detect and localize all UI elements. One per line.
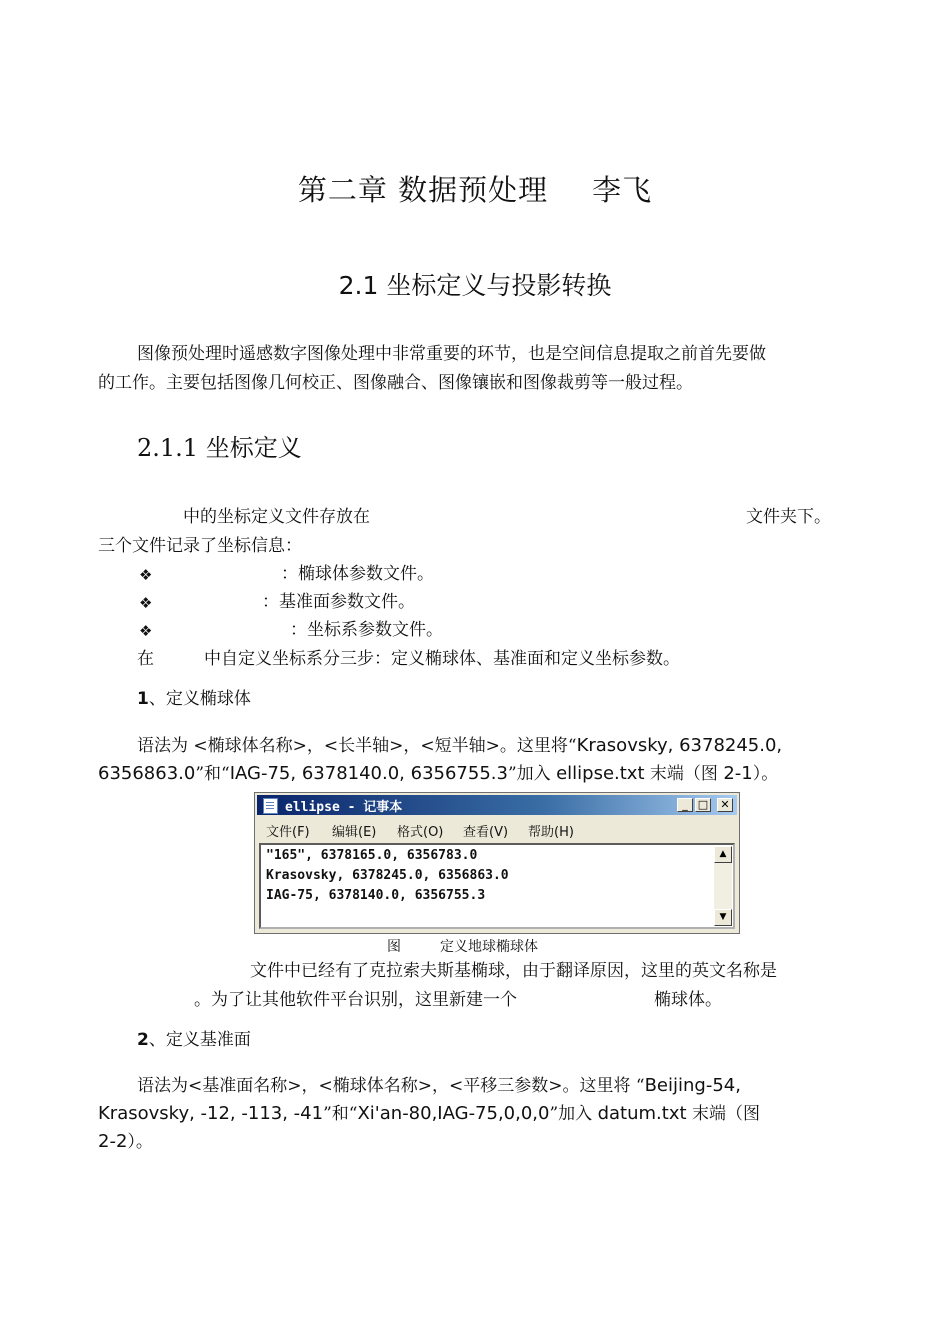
coord-line-1b: 文件夹下。 <box>746 507 831 527</box>
menu-file[interactable]: 文件(F) <box>266 825 310 840</box>
menu-format[interactable]: 格式(O) <box>397 825 444 840</box>
step1-title: 、定义椭球体 <box>148 689 251 709</box>
notepad-icon <box>263 798 278 814</box>
step2-line-2b: ”和“ <box>323 1104 358 1124</box>
step2-line-1b: Beijing-54, <box>644 1075 741 1096</box>
step1-syntax-2a: 6356863.0 <box>98 763 196 784</box>
notepad-title-bar[interactable] <box>257 795 737 815</box>
step1-syntax-line-1 <box>137 731 782 761</box>
step2-line-2d: ”加入 <box>549 1104 598 1124</box>
coord-line-2: 三个文件记录了坐标信息： <box>98 536 302 556</box>
step2-line-3 <box>98 1127 153 1157</box>
step2-number: 2 <box>137 1030 149 1050</box>
step1-syntax-line-2 <box>98 759 778 789</box>
step2-line-1a: 语法为<基准面名称>，<椭球体名称>，<平移三参数>。这里将 “ <box>137 1076 645 1096</box>
step1-syntax-2g: 2-1 <box>723 763 753 784</box>
menu-view[interactable]: 查看(V) <box>463 825 509 840</box>
notepad-title: ellipse - 记事本 <box>285 800 403 815</box>
minimize-button[interactable]: _ <box>677 798 693 812</box>
step2-line-2f: 末端（图 <box>686 1104 760 1124</box>
bullet-icon: ❖ <box>139 594 153 612</box>
subsection-title: 2.1.1 坐标定义 <box>137 434 302 462</box>
note-line-2a: 。为了让其他软件平台识别，这里新建一个 <box>194 990 517 1010</box>
step1-syntax-2f: 末端（图 <box>644 764 724 784</box>
step2-line-1 <box>137 1071 741 1101</box>
step1-syntax-2h: ）。 <box>752 764 779 784</box>
text-line-3: IAG-75, 6378140.0, 6356755.3 <box>266 888 486 903</box>
chapter-title-text: 第二章 数据预处理 <box>297 173 549 207</box>
chapter-author: 李飞 <box>592 173 653 207</box>
coord-line-1a: 中的坐标定义文件存放在 <box>183 507 370 527</box>
bullet-text-3: ：坐标系参数文件。 <box>290 620 443 640</box>
step1-syntax-2e: ellipse.txt <box>556 763 645 784</box>
step1-syntax-1a: 语法为 <椭球体名称>，<长半轴>，<短半轴>。这里将“ <box>137 736 577 756</box>
bullet-icon: ❖ <box>139 622 153 640</box>
step2-line-2a: Krasovsky, -12, -113, -41 <box>98 1103 324 1124</box>
step1-syntax-2d: ”加入 <box>507 764 557 784</box>
vertical-scrollbar[interactable] <box>714 846 732 926</box>
menu-help[interactable]: 帮助(H) <box>528 825 574 840</box>
text-line-2: Krasovsky, 6378245.0, 6356863.0 <box>266 868 509 883</box>
scroll-down-icon[interactable]: ▼ <box>714 909 732 926</box>
steps-line-a: 在 <box>137 649 154 669</box>
text-line-1: "165", 6378165.0, 6356783.0 <box>266 848 478 863</box>
menu-edit[interactable]: 编辑(E) <box>332 825 377 840</box>
note-line-1: 文件中已经有了克拉索夫斯基椭球，由于翻译原因，这里的英文名称是 <box>250 961 777 981</box>
step1-syntax-1b: Krasovsky, 6378245.0, <box>576 735 783 756</box>
steps-line-b: 中自定义坐标系分三步：定义椭球体、基准面和定义坐标参数。 <box>204 649 680 669</box>
maximize-button[interactable]: □ <box>695 798 711 812</box>
bullet-icon: ❖ <box>139 566 153 584</box>
intro-line-1: 图像预处理时遥感数字图像处理中非常重要的环节，也是空间信息提取之前首先要做 <box>137 344 766 364</box>
step2-line-3b: ）。 <box>127 1132 153 1152</box>
step2-line-2 <box>98 1099 760 1129</box>
step1-syntax-2c: IAG-75, 6378140.0, 6356755.3 <box>229 763 508 784</box>
step1-heading <box>137 685 251 714</box>
intro-line-2: 的工作。主要包括图像几何校正、图像融合、图像镶嵌和图像裁剪等一般过程。 <box>98 373 693 393</box>
step2-line-2c: Xi'an-80,IAG-75,0,0,0 <box>357 1103 550 1124</box>
step2-line-2e: datum.txt <box>597 1103 687 1124</box>
step2-heading <box>137 1026 251 1055</box>
step2-line-3a: 2-2 <box>98 1131 128 1152</box>
bullet-text-2: ：基准面参数文件。 <box>262 592 415 612</box>
scroll-up-icon[interactable]: ▲ <box>714 846 732 863</box>
figure-label: 图 <box>387 939 401 955</box>
figure-caption: 定义地球椭球体 <box>440 939 538 955</box>
section-title: 2.1 坐标定义与投影转换 <box>338 271 612 300</box>
notepad-window <box>254 792 740 934</box>
notepad-menubar <box>257 817 737 841</box>
note-line-2b: 椭球体。 <box>654 990 722 1010</box>
close-button[interactable]: ✕ <box>717 798 733 812</box>
step1-syntax-2b: ”和“ <box>195 764 230 784</box>
notepad-text-area[interactable] <box>259 843 735 929</box>
chapter-title <box>0 168 950 209</box>
step2-title: 、定义基准面 <box>148 1030 251 1050</box>
step1-number: 1 <box>137 689 149 709</box>
bullet-text-1: ：椭球体参数文件。 <box>281 564 434 584</box>
